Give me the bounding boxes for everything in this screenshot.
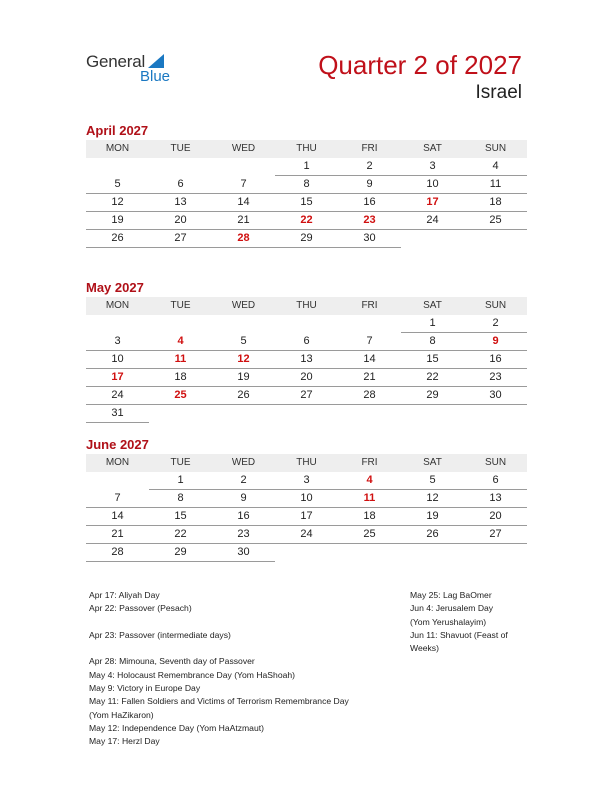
weekday-header: THU [275, 140, 338, 158]
day-cell: 30 [464, 387, 527, 405]
logo-blue-text: Blue [140, 68, 171, 85]
day-cell: 14 [86, 508, 149, 526]
day-cell: 29 [275, 230, 338, 248]
day-cell: 10 [275, 490, 338, 508]
note-spacer [89, 642, 349, 655]
holiday-notes-right [410, 589, 508, 655]
day-cell: 24 [86, 387, 149, 405]
day-cell: 15 [401, 351, 464, 369]
holiday-day-cell: 23 [338, 212, 401, 230]
day-cell: 8 [401, 333, 464, 351]
day-cell: 18 [149, 369, 212, 387]
holiday-note: Weeks) [410, 643, 439, 654]
holiday-day-cell: 9 [464, 333, 527, 351]
holiday-day-cell: 28 [212, 230, 275, 248]
day-cell: 11 [464, 176, 527, 194]
weekday-header: SUN [464, 454, 527, 472]
holiday-note: (Yom HaZikaron) [89, 709, 154, 720]
day-cell: 19 [401, 508, 464, 526]
logo [86, 52, 186, 92]
month-june [86, 436, 527, 562]
day-cell: 27 [275, 387, 338, 405]
day-cell: 16 [464, 351, 527, 369]
calendar-grid [86, 140, 527, 248]
day-cell: 9 [212, 490, 275, 508]
weekday-header: FRI [338, 140, 401, 158]
holiday-note: May 25: Lag BaOmer [410, 590, 492, 600]
weekday-header: WED [212, 297, 275, 315]
empty-day-cell [86, 315, 149, 332]
day-cell: 13 [464, 490, 527, 508]
holiday-note: May 17: Herzl Day [89, 736, 160, 747]
day-cell: 25 [464, 212, 527, 230]
day-cell: 6 [275, 333, 338, 351]
holiday-note: May 9: Victory in Europe Day [89, 683, 201, 694]
holiday-note: Jun 11: Shavuot (Feast of [410, 629, 508, 640]
holiday-note: Jun 4: Jerusalem Day [410, 603, 494, 614]
empty-day-cell [464, 405, 527, 422]
day-cell: 16 [212, 508, 275, 526]
day-cell: 20 [149, 212, 212, 230]
empty-day-cell [149, 405, 212, 422]
day-cell: 28 [86, 544, 149, 562]
weekday-header: SAT [401, 454, 464, 472]
day-cell: 4 [464, 158, 527, 176]
day-cell: 15 [149, 508, 212, 526]
weekday-header: TUE [149, 454, 212, 472]
weekday-header: SUN [464, 297, 527, 315]
day-cell: 30 [338, 230, 401, 248]
day-cell: 19 [86, 212, 149, 230]
day-cell: 6 [149, 176, 212, 194]
month-title: May 2027 [86, 280, 144, 295]
weekday-header: SAT [401, 140, 464, 158]
day-cell: 7 [212, 176, 275, 194]
day-cell: 8 [149, 490, 212, 508]
empty-day-cell [338, 544, 401, 561]
day-cell: 2 [338, 158, 401, 176]
weekday-header: THU [275, 454, 338, 472]
weekday-header: WED [212, 454, 275, 472]
weekday-header: FRI [338, 297, 401, 315]
day-cell: 3 [86, 333, 149, 351]
day-cell: 26 [86, 230, 149, 248]
weekday-header: FRI [338, 454, 401, 472]
holiday-day-cell: 22 [275, 212, 338, 230]
holiday-note: Apr 23: Passover (intermediate days) [89, 629, 231, 640]
day-cell: 18 [464, 194, 527, 212]
weekday-header: WED [212, 140, 275, 158]
logo-triangle-icon [148, 54, 164, 68]
empty-day-cell [86, 158, 149, 175]
calendar-grid [86, 297, 527, 423]
empty-day-cell [275, 544, 338, 561]
holiday-day-cell: 25 [149, 387, 212, 405]
day-cell: 18 [338, 508, 401, 526]
country-name: Israel [475, 82, 522, 103]
day-cell: 17 [275, 508, 338, 526]
empty-day-cell [149, 158, 212, 175]
empty-day-cell [401, 230, 464, 247]
holiday-day-cell: 17 [401, 194, 464, 212]
day-cell: 21 [212, 212, 275, 230]
day-cell: 22 [149, 526, 212, 544]
holiday-note: May 12: Independence Day (Yom HaAtzmaut) [89, 722, 264, 733]
holiday-day-cell: 17 [86, 369, 149, 387]
day-cell: 5 [401, 472, 464, 490]
holiday-note: Apr 28: Mimouna, Seventh day of Passover [89, 656, 255, 667]
day-cell: 13 [275, 351, 338, 369]
day-cell: 26 [401, 526, 464, 544]
holiday-day-cell: 4 [338, 472, 401, 490]
day-cell: 5 [86, 176, 149, 194]
day-cell: 27 [464, 526, 527, 544]
weekday-header: TUE [149, 140, 212, 158]
empty-day-cell [86, 472, 149, 489]
day-cell: 22 [401, 369, 464, 387]
day-cell: 7 [338, 333, 401, 351]
empty-day-cell [338, 315, 401, 332]
holiday-day-cell: 12 [212, 351, 275, 369]
day-cell: 3 [401, 158, 464, 176]
day-cell: 6 [464, 472, 527, 490]
holiday-note: May 11: Fallen Soldiers and Victims of Terrorism Remembrance Day [89, 696, 349, 707]
day-cell: 26 [212, 387, 275, 405]
day-cell: 13 [149, 194, 212, 212]
holiday-note: Apr 17: Aliyah Day [89, 590, 160, 600]
holiday-note: (Yom Yerushalayim) [410, 616, 487, 627]
day-cell: 28 [338, 387, 401, 405]
day-cell: 1 [275, 158, 338, 176]
day-cell: 20 [464, 508, 527, 526]
holiday-day-cell: 11 [338, 490, 401, 508]
day-cell: 30 [212, 544, 275, 562]
day-cell: 29 [149, 544, 212, 562]
holiday-day-cell: 11 [149, 351, 212, 369]
empty-day-cell [464, 544, 527, 561]
weekday-header: MON [86, 454, 149, 472]
empty-day-cell [338, 405, 401, 422]
day-cell: 12 [86, 194, 149, 212]
day-cell: 24 [401, 212, 464, 230]
logo-general-text: General [86, 52, 146, 71]
weekday-header: SAT [401, 297, 464, 315]
empty-day-cell [401, 544, 464, 561]
weekday-header: TUE [149, 297, 212, 315]
day-cell: 7 [86, 490, 149, 508]
weekday-header: MON [86, 297, 149, 315]
holiday-day-cell: 4 [149, 333, 212, 351]
empty-day-cell [275, 315, 338, 332]
day-cell: 31 [86, 405, 149, 423]
day-cell: 21 [86, 526, 149, 544]
day-cell: 3 [275, 472, 338, 490]
day-cell: 5 [212, 333, 275, 351]
day-cell: 19 [212, 369, 275, 387]
day-cell: 14 [338, 351, 401, 369]
day-cell: 1 [401, 315, 464, 333]
weekday-header: SUN [464, 140, 527, 158]
month-may [86, 279, 527, 423]
day-cell: 21 [338, 369, 401, 387]
weekday-header: MON [86, 140, 149, 158]
day-cell: 2 [464, 315, 527, 333]
day-cell: 14 [212, 194, 275, 212]
month-title: June 2027 [86, 437, 149, 452]
note-spacer [89, 616, 349, 629]
day-cell: 16 [338, 194, 401, 212]
day-cell: 25 [338, 526, 401, 544]
empty-day-cell [212, 315, 275, 332]
empty-day-cell [401, 405, 464, 422]
holiday-note: May 4: Holocaust Remembrance Day (Yom HaShoah) [89, 669, 296, 680]
holiday-notes-left [89, 589, 349, 749]
day-cell: 10 [86, 351, 149, 369]
day-cell: 29 [401, 387, 464, 405]
day-cell: 23 [464, 369, 527, 387]
day-cell: 1 [149, 472, 212, 490]
day-cell: 10 [401, 176, 464, 194]
day-cell: 15 [275, 194, 338, 212]
day-cell: 27 [149, 230, 212, 248]
day-cell: 8 [275, 176, 338, 194]
day-cell: 20 [275, 369, 338, 387]
empty-day-cell [464, 230, 527, 247]
holiday-note: Apr 22: Passover (Pesach) [89, 603, 192, 614]
empty-day-cell [275, 405, 338, 422]
month-title: April 2027 [86, 123, 149, 138]
empty-day-cell [212, 405, 275, 422]
day-cell: 23 [212, 526, 275, 544]
day-cell: 24 [275, 526, 338, 544]
weekday-header: THU [275, 297, 338, 315]
day-cell: 12 [401, 490, 464, 508]
month-april [86, 122, 527, 248]
empty-day-cell [149, 315, 212, 332]
empty-day-cell [212, 158, 275, 175]
day-cell: 2 [212, 472, 275, 490]
page-title: Quarter 2 of 2027 [318, 50, 522, 80]
day-cell: 9 [338, 176, 401, 194]
calendar-grid [86, 454, 527, 562]
